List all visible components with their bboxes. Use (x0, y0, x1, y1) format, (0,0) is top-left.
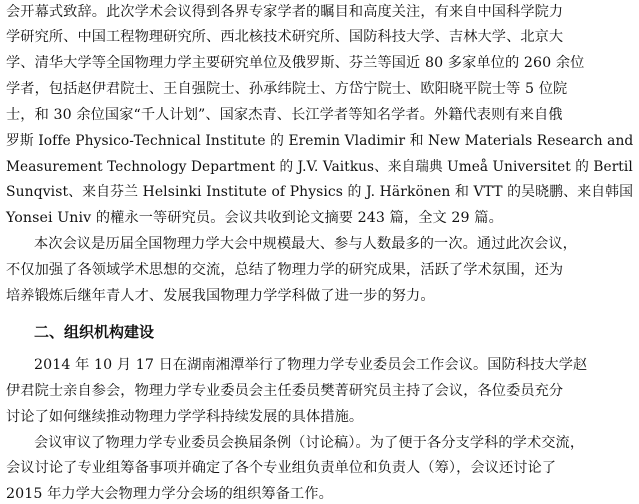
paragraph-line: 不仅加强了各领域学术思想的交流，总结了物理力学的研究成果，活跃了学术氛围，还为 (6, 262, 564, 278)
paragraph-line: 学研究所、中国工程物理研究所、西北核技术研究所、国防科技大学、吉林大学、北京大 (6, 29, 564, 45)
paragraph-line: 士，和 30 余位国家“千人计划”、国家杰青、长江学者等知名学者。外籍代表则有来自俄 (6, 107, 563, 123)
paragraph-line: 会开幕式致辞。此次学术会议得到各界专家学者的瞩目和高度关注，有来自中国科学院力 (6, 4, 564, 20)
paragraph-line: 罗斯 Ioffe Physico-Technical Institute 的 Eremin Vladimir 和 New Materials Research and (6, 133, 634, 149)
paragraph-line: 2015 年力学大会物理力学分会场的组织筹备工作。 (6, 486, 333, 502)
paragraph-line: 会议讨论了专业组筹备事项并确定了各个专业组负责单位和负责人（筹），会议还讨论了 (6, 460, 557, 476)
paragraph-line: Sunqvist、来自芬兰 Helsinki Institute of Physics 的 J. Härkönen 和 VTT 的吴晓鹏、来自韩国 (6, 184, 634, 200)
paragraph-line: Yonsei Univ 的權永一等研究员。会议共收到论文摘要 243 篇，全文 29 篇。 (6, 210, 503, 226)
paragraph-line: 讨论了如何继续推动物理力学学科持续发展的具体措施。 (6, 409, 364, 425)
paragraph-line: 培养锻炼后继年青人才、发展我国物理力学学科做了进一步的努力。 (6, 288, 435, 304)
section-heading: 二、组织机构建设 (34, 323, 155, 341)
paragraph-line: Measurement Technology Department 的 J.V. Vaitkus、来自瑞典 Umeå Universitet 的 Bertil (6, 159, 633, 175)
paragraph-line: 本次会议是历届全国物理力学大会中规模最大、参与人数最多的一次。通过此次会议， (34, 236, 577, 252)
paragraph-line: 2014 年 10 月 17 日在湖南湘潭举行了物理力学专业委员会工作会议。国防科技大学赵 (34, 357, 588, 373)
paragraph-line: 学、清华大学等全国物理力学主要研究单位及俄罗斯、芬兰等国近 80 多家单位的 260 余位 (6, 55, 585, 71)
paragraph-line: 学者，包括赵伊君院士、王自强院士、孙承纬院士、方岱宁院士、欧阳晓平院士等 5 位院 (6, 81, 568, 97)
paragraph-line: 伊君院士亲自参会，物理力学专业委员会主任委员樊菁研究员主持了会议，各位委员充分 (6, 383, 564, 399)
paragraph-line: 会议审议了物理力学专业委员会换届条例（讨论稿）。为了便于各分支学科的学术交流， (34, 435, 585, 451)
